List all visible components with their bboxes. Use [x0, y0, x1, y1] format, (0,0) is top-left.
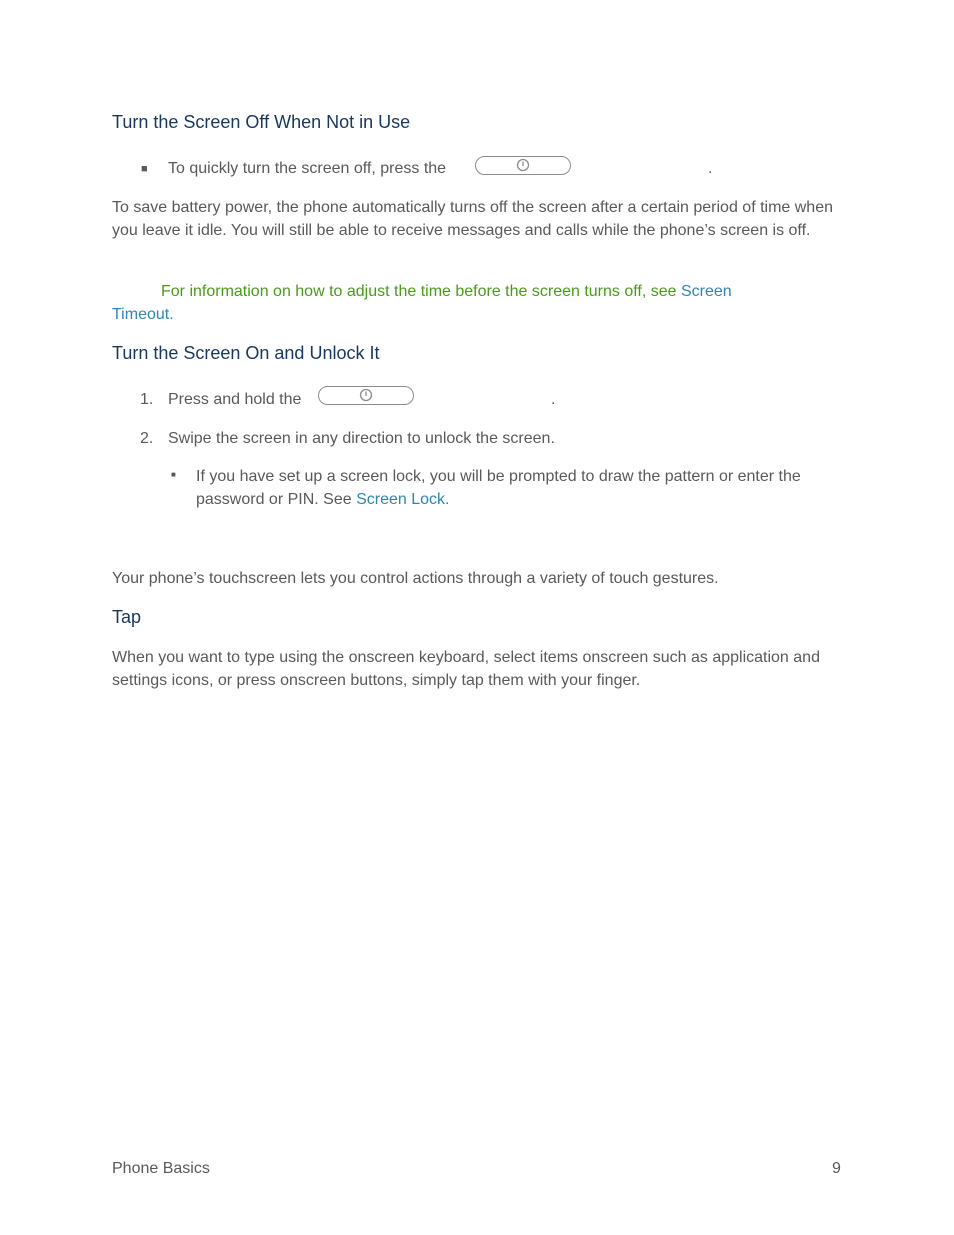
step-text-2: Swipe the screen in any direction to unlock the screen. — [168, 430, 555, 447]
section-heading-screen-on: Turn the Screen On and Unlock It — [112, 343, 380, 363]
power-key-icon — [318, 386, 414, 405]
note-text: For information on how to adjust the time before the screen turns off, see — [161, 283, 681, 300]
tap-paragraph: When you want to type using the onscreen keyboard, select items onscreen such as application and settings icons, or press onscreen buttons, simply tap them with your finger. — [112, 649, 820, 689]
section-heading-screen-off: Turn the Screen Off When Not in Use — [112, 112, 411, 132]
step-number-1: 1. — [140, 391, 154, 408]
footer-page-number: 9 — [832, 1160, 841, 1177]
note-screen-timeout — [112, 280, 842, 326]
sub-bullet-screen-lock — [196, 465, 836, 511]
step-number-2: 2. — [140, 430, 154, 447]
sub-bullet-end-period: . — [445, 491, 450, 508]
sub-bullet-text: If you have set up a screen lock, you will be prompted to draw the pattern or enter the password or PIN. See — [196, 468, 801, 508]
bullet-text-turn-off: To quickly turn the screen off, press the — [168, 160, 447, 177]
link-screen-timeout-2[interactable]: Timeout — [112, 306, 170, 323]
footer-section-name: Phone Basics — [112, 1160, 210, 1177]
battery-paragraph: To save battery power, the phone automatically turns off the screen after a certain period of time when you leave it idle. You will still be able to receive messages and calls while the phone’s screen is off. — [112, 199, 833, 239]
link-screen-lock[interactable]: Screen Lock — [356, 491, 446, 508]
power-symbol-icon — [359, 388, 373, 402]
power-key-icon — [475, 156, 571, 175]
link-screen-timeout-1[interactable]: Screen — [680, 283, 732, 300]
small-square-bullet-icon: ■ — [171, 470, 176, 479]
power-symbol-icon — [516, 158, 530, 172]
section-heading-tap: Tap — [112, 607, 142, 627]
square-bullet-icon: ■ — [141, 163, 148, 175]
step1-end-period: . — [551, 391, 556, 408]
touchscreen-intro-paragraph: Your phone’s touchscreen lets you control actions through a variety of touch gestures. — [112, 570, 719, 587]
bullet-end-period: . — [708, 160, 713, 177]
note-end-period: . — [169, 306, 174, 323]
step-text-1: Press and hold the — [168, 391, 302, 408]
